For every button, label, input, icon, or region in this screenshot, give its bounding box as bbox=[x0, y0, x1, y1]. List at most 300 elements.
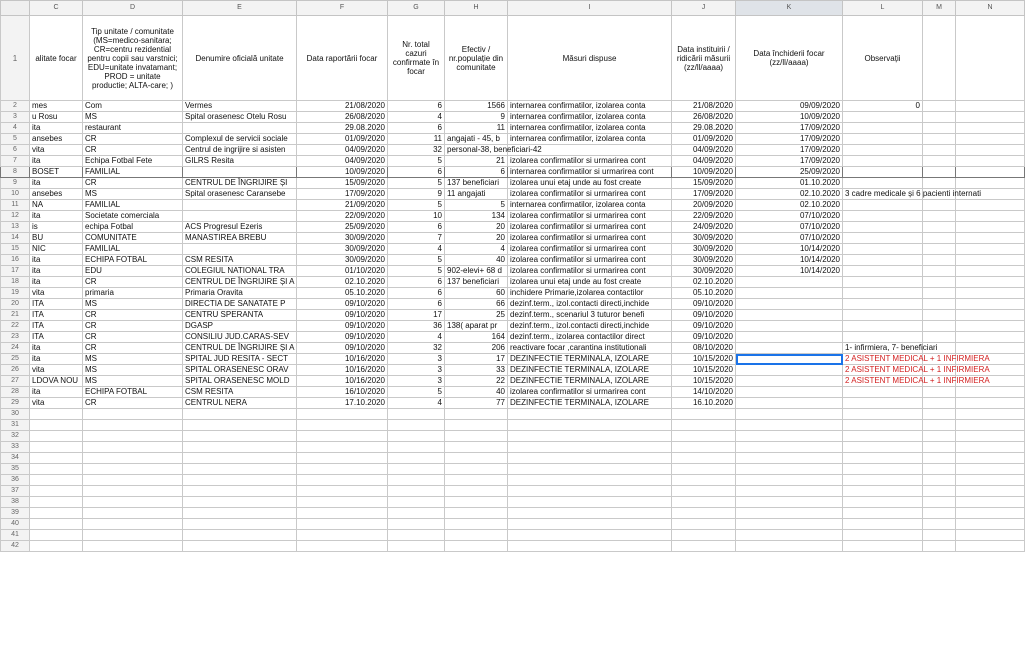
cell-c[interactable]: ITA bbox=[30, 299, 83, 310]
cell-f[interactable]: 10/09/2020 bbox=[297, 167, 388, 178]
cell-c[interactable]: ita bbox=[30, 277, 83, 288]
empty-cell[interactable] bbox=[388, 475, 445, 486]
cell-d[interactable]: restaurant bbox=[83, 123, 183, 134]
empty-cell[interactable] bbox=[923, 508, 956, 519]
empty-cell[interactable] bbox=[956, 442, 1025, 453]
cell-e[interactable]: SPITAL ORASENESC MOLD bbox=[183, 376, 297, 387]
empty-cell[interactable] bbox=[508, 420, 672, 431]
cell-g[interactable]: 17 bbox=[388, 310, 445, 321]
cell-f[interactable]: 09/10/2020 bbox=[297, 310, 388, 321]
row-number[interactable]: 28 bbox=[1, 387, 30, 398]
row-number[interactable]: 30 bbox=[1, 409, 30, 420]
cell-e[interactable] bbox=[183, 123, 297, 134]
cell-g[interactable]: 3 bbox=[388, 376, 445, 387]
cell-c[interactable]: ansebes bbox=[30, 134, 83, 145]
cell-k[interactable] bbox=[736, 343, 843, 354]
cell-g[interactable]: 6 bbox=[388, 288, 445, 299]
cell-m[interactable] bbox=[923, 398, 956, 409]
cell-h[interactable]: 902-elevi+ 68 d bbox=[445, 266, 508, 277]
column-header-c[interactable]: C bbox=[30, 1, 83, 16]
empty-cell[interactable] bbox=[508, 497, 672, 508]
cell-c[interactable]: BOSET bbox=[30, 167, 83, 178]
cell-f[interactable]: 01/10/2020 bbox=[297, 266, 388, 277]
cell-n[interactable] bbox=[956, 332, 1025, 343]
empty-cell[interactable] bbox=[736, 475, 843, 486]
cell-n[interactable] bbox=[956, 387, 1025, 398]
empty-cell[interactable] bbox=[83, 497, 183, 508]
cell-f[interactable]: 22/09/2020 bbox=[297, 211, 388, 222]
cell-e[interactable]: CENTRU SPERANTA bbox=[183, 310, 297, 321]
empty-cell[interactable] bbox=[672, 486, 736, 497]
cell-k[interactable]: 09/09/2020 bbox=[736, 101, 843, 112]
empty-cell[interactable] bbox=[83, 409, 183, 420]
row-number[interactable]: 23 bbox=[1, 332, 30, 343]
cell-e[interactable]: MANASTIREA BREBU bbox=[183, 233, 297, 244]
cell-l[interactable] bbox=[843, 233, 923, 244]
empty-cell[interactable] bbox=[956, 530, 1025, 541]
cell-g[interactable]: 5 bbox=[388, 387, 445, 398]
cell-g[interactable]: 5 bbox=[388, 156, 445, 167]
empty-cell[interactable] bbox=[388, 508, 445, 519]
empty-cell[interactable] bbox=[672, 464, 736, 475]
empty-cell[interactable] bbox=[736, 420, 843, 431]
empty-cell[interactable] bbox=[297, 442, 388, 453]
empty-cell[interactable] bbox=[736, 541, 843, 552]
cell-f[interactable]: 21/09/2020 bbox=[297, 200, 388, 211]
cell-h[interactable]: 22 bbox=[445, 376, 508, 387]
cell-i[interactable]: izolarea confirmatilor si urmarirea cont bbox=[508, 222, 672, 233]
empty-cell[interactable] bbox=[843, 508, 923, 519]
cell-h[interactable]: 164 bbox=[445, 332, 508, 343]
empty-cell[interactable] bbox=[956, 420, 1025, 431]
cell-l[interactable] bbox=[843, 266, 923, 277]
cell-k[interactable] bbox=[736, 376, 843, 387]
cell-h[interactable]: 66 bbox=[445, 299, 508, 310]
cell-g[interactable]: 7 bbox=[388, 233, 445, 244]
cell-d[interactable]: MS bbox=[83, 376, 183, 387]
cell-n[interactable] bbox=[956, 255, 1025, 266]
cell-m[interactable] bbox=[923, 321, 956, 332]
cell-m[interactable] bbox=[923, 299, 956, 310]
empty-cell[interactable] bbox=[297, 508, 388, 519]
cell-m[interactable] bbox=[923, 211, 956, 222]
cell-j[interactable]: 10/09/2020 bbox=[672, 167, 736, 178]
cell-g[interactable]: 11 bbox=[388, 134, 445, 145]
empty-cell[interactable] bbox=[388, 486, 445, 497]
cell-d[interactable]: MS bbox=[83, 189, 183, 200]
cell-e[interactable]: Spital orasenesc Otelu Rosu bbox=[183, 112, 297, 123]
column-header-n[interactable]: N bbox=[956, 1, 1025, 16]
empty-cell[interactable] bbox=[843, 431, 923, 442]
cell-l[interactable] bbox=[843, 134, 923, 145]
cell-f[interactable]: 02.10.2020 bbox=[297, 277, 388, 288]
cell-e[interactable]: CSM RESITA bbox=[183, 255, 297, 266]
cell-m[interactable] bbox=[923, 156, 956, 167]
cell-f[interactable]: 09/10/2020 bbox=[297, 299, 388, 310]
cell-m[interactable] bbox=[923, 233, 956, 244]
cell-i[interactable]: internarea confirmatilor, izolarea conta bbox=[508, 200, 672, 211]
cell-c[interactable]: NIC bbox=[30, 244, 83, 255]
cell-i[interactable]: DEZINFECTIE TERMINALA, IZOLARE bbox=[508, 376, 672, 387]
cell-f[interactable]: 10/16/2020 bbox=[297, 365, 388, 376]
cell-l[interactable]: 0 bbox=[843, 101, 923, 112]
cell-n[interactable] bbox=[956, 310, 1025, 321]
cell-g[interactable]: 5 bbox=[388, 255, 445, 266]
row-number[interactable]: 7 bbox=[1, 156, 30, 167]
cell-f[interactable]: 29.08.2020 bbox=[297, 123, 388, 134]
cell-j[interactable]: 04/09/2020 bbox=[672, 156, 736, 167]
empty-cell[interactable] bbox=[388, 464, 445, 475]
empty-cell[interactable] bbox=[30, 541, 83, 552]
empty-cell[interactable] bbox=[30, 508, 83, 519]
empty-cell[interactable] bbox=[297, 475, 388, 486]
empty-cell[interactable] bbox=[30, 464, 83, 475]
cell-l[interactable] bbox=[843, 332, 923, 343]
cell-i[interactable]: izolarea confirmatilor si urmarirea cont bbox=[508, 387, 672, 398]
cell-h[interactable]: 60 bbox=[445, 288, 508, 299]
column-header-l[interactable]: L bbox=[843, 1, 923, 16]
row-number[interactable]: 26 bbox=[1, 365, 30, 376]
cell-k[interactable]: 17/09/2020 bbox=[736, 134, 843, 145]
cell-l[interactable] bbox=[843, 178, 923, 189]
cell-n[interactable] bbox=[956, 123, 1025, 134]
cell-e[interactable]: CSM RESITA bbox=[183, 387, 297, 398]
cell-j[interactable]: 10/15/2020 bbox=[672, 376, 736, 387]
empty-cell[interactable] bbox=[183, 497, 297, 508]
row-number[interactable]: 11 bbox=[1, 200, 30, 211]
cell-c[interactable]: ita bbox=[30, 387, 83, 398]
cell-k[interactable]: 10/14/2020 bbox=[736, 244, 843, 255]
cell-n[interactable] bbox=[956, 200, 1025, 211]
cell-n[interactable] bbox=[956, 101, 1025, 112]
empty-cell[interactable] bbox=[297, 541, 388, 552]
corner-cell[interactable] bbox=[1, 1, 30, 16]
header-localitate-focar[interactable]: alitate focar bbox=[30, 16, 83, 101]
cell-l[interactable]: 1- infirmiera, 7- beneficiari bbox=[843, 343, 923, 354]
cell-n[interactable] bbox=[956, 288, 1025, 299]
empty-cell[interactable] bbox=[956, 431, 1025, 442]
cell-k[interactable]: 17/09/2020 bbox=[736, 123, 843, 134]
cell-c[interactable]: ita bbox=[30, 266, 83, 277]
cell-i[interactable]: dezinf.term., scenariul 3 tuturor benefi bbox=[508, 310, 672, 321]
row-number[interactable]: 25 bbox=[1, 354, 30, 365]
cell-f[interactable]: 09/10/2020 bbox=[297, 321, 388, 332]
cell-d[interactable]: MS bbox=[83, 112, 183, 123]
empty-cell[interactable] bbox=[388, 420, 445, 431]
empty-cell[interactable] bbox=[672, 420, 736, 431]
cell-c[interactable]: vita bbox=[30, 145, 83, 156]
empty-cell[interactable] bbox=[183, 519, 297, 530]
cell-g[interactable]: 5 bbox=[388, 178, 445, 189]
empty-cell[interactable] bbox=[923, 464, 956, 475]
row-number[interactable]: 21 bbox=[1, 310, 30, 321]
cell-m[interactable] bbox=[923, 244, 956, 255]
cell-h[interactable]: 11 angajati bbox=[445, 189, 508, 200]
empty-cell[interactable] bbox=[672, 541, 736, 552]
empty-cell[interactable] bbox=[388, 431, 445, 442]
cell-d[interactable]: primaria bbox=[83, 288, 183, 299]
empty-cell[interactable] bbox=[923, 420, 956, 431]
empty-cell[interactable] bbox=[923, 409, 956, 420]
cell-k[interactable] bbox=[736, 332, 843, 343]
empty-cell[interactable] bbox=[956, 541, 1025, 552]
empty-cell[interactable] bbox=[843, 530, 923, 541]
cell-g[interactable]: 4 bbox=[388, 398, 445, 409]
empty-cell[interactable] bbox=[923, 519, 956, 530]
cell-c[interactable]: ita bbox=[30, 178, 83, 189]
empty-cell[interactable] bbox=[183, 420, 297, 431]
cell-e[interactable] bbox=[183, 244, 297, 255]
cell-m[interactable] bbox=[923, 332, 956, 343]
empty-cell[interactable] bbox=[183, 431, 297, 442]
cell-n[interactable] bbox=[956, 343, 1025, 354]
cell-j[interactable]: 15/09/2020 bbox=[672, 178, 736, 189]
cell-f[interactable]: 30/09/2020 bbox=[297, 244, 388, 255]
cell-k[interactable] bbox=[736, 277, 843, 288]
empty-cell[interactable] bbox=[923, 530, 956, 541]
cell-m[interactable] bbox=[923, 134, 956, 145]
empty-cell[interactable] bbox=[508, 530, 672, 541]
cell-j[interactable]: 24/09/2020 bbox=[672, 222, 736, 233]
cell-h[interactable]: 11 bbox=[445, 123, 508, 134]
row-number[interactable]: 31 bbox=[1, 420, 30, 431]
cell-d[interactable]: Societate comerciala bbox=[83, 211, 183, 222]
row-number[interactable]: 42 bbox=[1, 541, 30, 552]
cell-h[interactable]: 137 beneficiari bbox=[445, 277, 508, 288]
empty-cell[interactable] bbox=[83, 464, 183, 475]
cell-i[interactable]: internarea confirmatilor, izolarea conta bbox=[508, 112, 672, 123]
cell-l[interactable] bbox=[843, 123, 923, 134]
cell-f[interactable]: 04/09/2020 bbox=[297, 145, 388, 156]
cell-e[interactable]: Complexul de servicii sociale bbox=[183, 134, 297, 145]
cell-l[interactable] bbox=[843, 398, 923, 409]
empty-cell[interactable] bbox=[445, 442, 508, 453]
empty-cell[interactable] bbox=[923, 442, 956, 453]
cell-l[interactable] bbox=[843, 277, 923, 288]
cell-f[interactable]: 21/08/2020 bbox=[297, 101, 388, 112]
empty-cell[interactable] bbox=[30, 519, 83, 530]
empty-cell[interactable] bbox=[445, 519, 508, 530]
cell-k[interactable] bbox=[736, 288, 843, 299]
empty-cell[interactable] bbox=[508, 541, 672, 552]
row-number[interactable]: 16 bbox=[1, 255, 30, 266]
cell-m[interactable] bbox=[923, 387, 956, 398]
cell-g[interactable]: 6 bbox=[388, 101, 445, 112]
header-nr-total-cazuri[interactable]: Nr. total cazuri confirmate în focar bbox=[388, 16, 445, 101]
cell-j[interactable]: 22/09/2020 bbox=[672, 211, 736, 222]
row-number[interactable]: 12 bbox=[1, 211, 30, 222]
empty-cell[interactable] bbox=[30, 442, 83, 453]
row-number[interactable]: 34 bbox=[1, 453, 30, 464]
empty-cell[interactable] bbox=[388, 453, 445, 464]
empty-cell[interactable] bbox=[297, 409, 388, 420]
cell-n[interactable] bbox=[956, 222, 1025, 233]
empty-cell[interactable] bbox=[445, 475, 508, 486]
cell-j[interactable]: 08/10/2020 bbox=[672, 343, 736, 354]
cell-h[interactable]: 4 bbox=[445, 244, 508, 255]
empty-cell[interactable] bbox=[30, 530, 83, 541]
cell-k[interactable] bbox=[736, 398, 843, 409]
cell-i[interactable]: inchidere Primarie,izolarea contactilor bbox=[508, 288, 672, 299]
empty-cell[interactable] bbox=[183, 464, 297, 475]
cell-e[interactable]: Primaria Oravita bbox=[183, 288, 297, 299]
cell-h[interactable]: 33 bbox=[445, 365, 508, 376]
cell-l[interactable] bbox=[843, 321, 923, 332]
cell-d[interactable]: CR bbox=[83, 145, 183, 156]
cell-j[interactable]: 02.10.2020 bbox=[672, 277, 736, 288]
cell-e[interactable]: SPITAL ORASENESC ORAV bbox=[183, 365, 297, 376]
empty-cell[interactable] bbox=[445, 541, 508, 552]
row-number[interactable]: 39 bbox=[1, 508, 30, 519]
cell-c[interactable]: u Rosu bbox=[30, 112, 83, 123]
cell-h[interactable]: 17 bbox=[445, 354, 508, 365]
cell-l[interactable]: 2 ASISTENT MEDICAL + 1 INFIRMIERA bbox=[843, 365, 923, 376]
cell-f[interactable]: 10/16/2020 bbox=[297, 354, 388, 365]
header-data-inchiderii[interactable]: Data închiderii focar (zz/ll/aaaa) bbox=[736, 16, 843, 101]
cell-f[interactable]: 30/09/2020 bbox=[297, 233, 388, 244]
cell-d[interactable]: CR bbox=[83, 343, 183, 354]
cell-i[interactable]: izolarea confirmatilor si urmarirea cont bbox=[508, 255, 672, 266]
row-number[interactable]: 22 bbox=[1, 321, 30, 332]
cell-f[interactable]: 09/10/2020 bbox=[297, 332, 388, 343]
cell-i[interactable]: izolarea unui etaj unde au fost create bbox=[508, 277, 672, 288]
cell-j[interactable]: 21/08/2020 bbox=[672, 101, 736, 112]
header-tip-unitate[interactable]: Tip unitate / comunitate (MS=medico-sanitara; CR=centru rezidential pentru copii sau varstnici; EDU=unitate invatamant; PROD = unitate productie; ALTA-care; ) bbox=[83, 16, 183, 101]
empty-cell[interactable] bbox=[83, 420, 183, 431]
empty-cell[interactable] bbox=[445, 420, 508, 431]
cell-l[interactable] bbox=[843, 145, 923, 156]
cell-k[interactable] bbox=[736, 299, 843, 310]
row-number[interactable]: 20 bbox=[1, 299, 30, 310]
empty-cell[interactable] bbox=[183, 453, 297, 464]
cell-i[interactable]: DEZINFECTIE TERMINALA, IZOLARE bbox=[508, 354, 672, 365]
header-denumire-unitate[interactable]: Denumire oficială unitate bbox=[183, 16, 297, 101]
cell-e[interactable]: COLEGIUL NATIONAL TRA bbox=[183, 266, 297, 277]
cell-h[interactable]: 40 bbox=[445, 255, 508, 266]
cell-j[interactable]: 09/10/2020 bbox=[672, 310, 736, 321]
cell-e[interactable]: DIRECTIA DE SANATATE P bbox=[183, 299, 297, 310]
cell-c[interactable]: ITA bbox=[30, 310, 83, 321]
cell-c[interactable]: vita bbox=[30, 365, 83, 376]
cell-h[interactable]: 134 bbox=[445, 211, 508, 222]
empty-cell[interactable] bbox=[30, 420, 83, 431]
cell-i[interactable]: internarea confirmatilor, izolarea conta bbox=[508, 123, 672, 134]
cell-m[interactable] bbox=[923, 101, 956, 112]
cell-d[interactable]: Com bbox=[83, 101, 183, 112]
cell-d[interactable]: CR bbox=[83, 321, 183, 332]
cell-n[interactable] bbox=[956, 244, 1025, 255]
cell-c[interactable]: ita bbox=[30, 343, 83, 354]
column-header-d[interactable]: D bbox=[83, 1, 183, 16]
empty-cell[interactable] bbox=[672, 475, 736, 486]
cell-j[interactable]: 01/09/2020 bbox=[672, 134, 736, 145]
empty-cell[interactable] bbox=[388, 497, 445, 508]
cell-c[interactable]: ita bbox=[30, 354, 83, 365]
empty-cell[interactable] bbox=[923, 486, 956, 497]
empty-cell[interactable] bbox=[672, 519, 736, 530]
empty-cell[interactable] bbox=[736, 519, 843, 530]
cell-g[interactable]: 6 bbox=[388, 167, 445, 178]
cell-h[interactable]: personal-38, beneficiari-42 bbox=[445, 145, 508, 156]
empty-cell[interactable] bbox=[30, 409, 83, 420]
empty-cell[interactable] bbox=[843, 486, 923, 497]
cell-e[interactable]: Spital orasenesc Caransebe bbox=[183, 189, 297, 200]
empty-cell[interactable] bbox=[843, 541, 923, 552]
cell-d[interactable]: FAMILIAL bbox=[83, 244, 183, 255]
cell-f[interactable]: 01/09/2020 bbox=[297, 134, 388, 145]
cell-d[interactable]: ECHIPA FOTBAL bbox=[83, 387, 183, 398]
empty-cell[interactable] bbox=[297, 530, 388, 541]
cell-h[interactable]: 206 bbox=[445, 343, 508, 354]
cell-f[interactable]: 04/09/2020 bbox=[297, 156, 388, 167]
empty-cell[interactable] bbox=[508, 409, 672, 420]
cell-l[interactable] bbox=[843, 255, 923, 266]
cell-e[interactable] bbox=[183, 167, 297, 178]
cell-d[interactable]: MS bbox=[83, 365, 183, 376]
cell-h[interactable]: 1566 bbox=[445, 101, 508, 112]
cell-k[interactable] bbox=[736, 321, 843, 332]
empty-cell[interactable] bbox=[183, 409, 297, 420]
cell-m[interactable] bbox=[923, 288, 956, 299]
cell-h[interactable]: 21 bbox=[445, 156, 508, 167]
cell-n[interactable] bbox=[956, 134, 1025, 145]
cell-k[interactable]: 17/09/2020 bbox=[736, 145, 843, 156]
cell-l[interactable] bbox=[843, 156, 923, 167]
cell-m[interactable] bbox=[923, 266, 956, 277]
cell-c[interactable]: BU bbox=[30, 233, 83, 244]
row-number[interactable]: 9 bbox=[1, 178, 30, 189]
cell-c[interactable]: is bbox=[30, 222, 83, 233]
cell-j[interactable]: 05.10.2020 bbox=[672, 288, 736, 299]
cell-i[interactable]: dezinf.term., izol.contacti directi,inchide bbox=[508, 299, 672, 310]
header-observatii[interactable]: Observații bbox=[843, 16, 923, 101]
cell-n[interactable] bbox=[956, 398, 1025, 409]
empty-cell[interactable] bbox=[445, 530, 508, 541]
cell-l[interactable] bbox=[843, 222, 923, 233]
cell-g[interactable]: 3 bbox=[388, 354, 445, 365]
empty-cell[interactable] bbox=[388, 541, 445, 552]
empty-cell[interactable] bbox=[83, 508, 183, 519]
empty-cell[interactable] bbox=[672, 453, 736, 464]
row-number[interactable]: 41 bbox=[1, 530, 30, 541]
row-number[interactable]: 18 bbox=[1, 277, 30, 288]
header-masuri-dispuse[interactable]: Măsuri dispuse bbox=[508, 16, 672, 101]
row-number[interactable]: 29 bbox=[1, 398, 30, 409]
header-efectiv-populatie[interactable]: Efectiv / nr.populație din comunitate bbox=[445, 16, 508, 101]
cell-m[interactable] bbox=[923, 145, 956, 156]
cell-d[interactable]: echipa Fotbal bbox=[83, 222, 183, 233]
cell-f[interactable]: 15/09/2020 bbox=[297, 178, 388, 189]
empty-cell[interactable] bbox=[956, 486, 1025, 497]
cell-k[interactable]: 25/09/2020 bbox=[736, 167, 843, 178]
cell-l[interactable] bbox=[843, 200, 923, 211]
header-m[interactable] bbox=[923, 16, 956, 101]
cell-c[interactable]: ITA bbox=[30, 332, 83, 343]
empty-cell[interactable] bbox=[508, 519, 672, 530]
empty-cell[interactable] bbox=[445, 497, 508, 508]
empty-cell[interactable] bbox=[672, 442, 736, 453]
empty-cell[interactable] bbox=[956, 519, 1025, 530]
cell-n[interactable] bbox=[956, 321, 1025, 332]
cell-l[interactable]: 3 cadre medicale și 6 pacienti internati bbox=[843, 189, 923, 200]
row-number[interactable]: 24 bbox=[1, 343, 30, 354]
cell-g[interactable]: 32 bbox=[388, 343, 445, 354]
cell-e[interactable]: CENTRUL DE ÎNGRIJIRE ȘI A bbox=[183, 277, 297, 288]
cell-n[interactable] bbox=[956, 266, 1025, 277]
cell-e[interactable] bbox=[183, 211, 297, 222]
cell-c[interactable]: vita bbox=[30, 398, 83, 409]
empty-cell[interactable] bbox=[30, 497, 83, 508]
